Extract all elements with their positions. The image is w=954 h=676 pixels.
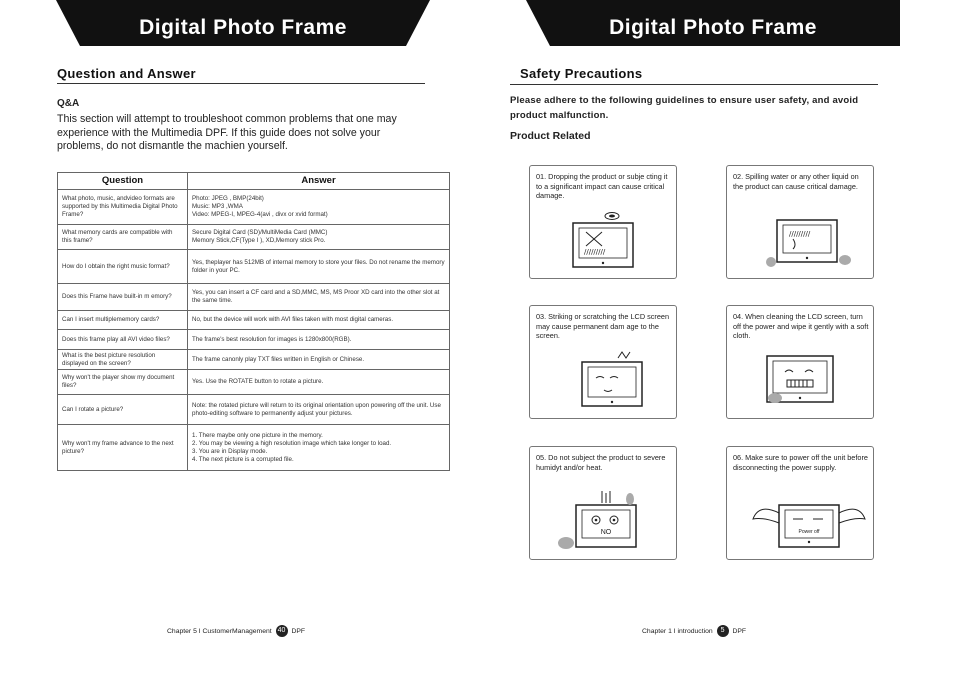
answer-cell bbox=[188, 425, 450, 471]
left-header-title: Digital Photo Frame bbox=[139, 16, 347, 39]
right-header-banner bbox=[526, 0, 900, 46]
svg-text://///////: ///////// bbox=[584, 248, 606, 256]
footer-chapter: Chapter 1 I introduction bbox=[642, 627, 713, 635]
precaution-card bbox=[529, 446, 677, 560]
power-off-label: Power off bbox=[798, 529, 820, 535]
left-header-banner bbox=[56, 0, 430, 46]
answer-line: Photo: JPEG , BMP(24bit) bbox=[192, 195, 264, 202]
precaution-text: 05. Do not subject the product to severe humidyt and/or heat. bbox=[536, 453, 666, 472]
left-section-title: Question and Answer bbox=[57, 66, 196, 81]
scratched-screen-illustration bbox=[530, 306, 676, 418]
footer-suffix: DPF bbox=[732, 627, 747, 635]
precaution-card bbox=[726, 305, 874, 419]
answer-line: 1. There maybe only one picture in the memory. bbox=[192, 431, 323, 439]
precaution-text: 01. Dropping the product or subje cting it to a significant impact can cause critical damage. bbox=[536, 172, 668, 200]
footer-chapter: Chapter 5 I CustomerManagement bbox=[167, 627, 272, 635]
table-row bbox=[58, 190, 450, 225]
precaution-card bbox=[726, 446, 874, 560]
dropped-frame-illustration bbox=[530, 166, 676, 278]
table-row bbox=[58, 350, 450, 370]
left-footer bbox=[167, 625, 305, 637]
question-cell: What photo, music, andvideo formats are supported by this Multimedia Digital Photo Frame? bbox=[58, 190, 188, 225]
no-label: NO bbox=[600, 529, 612, 536]
answer-line: Video: MPEG-I, MPEG-4(avi , divx or xvid format) bbox=[192, 211, 328, 218]
answer-cell: Yes, you can insert a CF card and a SD,MMC, MS, MS Proor XD card into the other slot at the same time. bbox=[188, 284, 450, 311]
question-cell: Why won't the player show my document files? bbox=[58, 370, 188, 395]
answer-cell bbox=[188, 225, 450, 250]
answer-line: 4. The next picture is a corrupted file. bbox=[192, 455, 294, 463]
answer-line: Secure Digital Card (SD)/MultiMedia Card (MMC) bbox=[192, 229, 328, 236]
precaution-text: 02. Spilling water or any other liquid on the product can cause critical damage. bbox=[733, 172, 859, 191]
answer-line: 3. You are in Display mode. bbox=[192, 447, 268, 455]
question-cell: Can I insert multiplememory cards? bbox=[58, 311, 188, 330]
right-title-rule bbox=[510, 84, 878, 85]
question-cell: Can I rotate a picture? bbox=[58, 395, 188, 425]
cleaning-screen-illustration bbox=[727, 306, 873, 418]
precaution-card bbox=[529, 165, 677, 279]
table-row bbox=[58, 370, 450, 395]
table-row bbox=[58, 330, 450, 350]
page-number: 40 bbox=[276, 625, 288, 637]
right-footer bbox=[642, 625, 746, 637]
humidity-heat-illustration bbox=[530, 447, 676, 559]
power-off-illustration bbox=[727, 447, 873, 559]
table-row bbox=[58, 225, 450, 250]
answer-cell: Yes, theplayer has 512MB of internal memory to store your files. Do not rename the memory folder in your PC. bbox=[188, 250, 450, 284]
answer-line: Music: MP3 ,WMA bbox=[192, 203, 243, 210]
answer-cell: The frame canonly play TXT files written in English or Chinese. bbox=[188, 350, 450, 370]
precaution-text: 03. Striking or scratching the LCD screen may cause permanent dam age to the screen. bbox=[536, 312, 670, 340]
answer-cell: Note: the rotated picture will return to its original orientation upon powering off the unit. Use photo-editing software to permanently adjust your pictures. bbox=[188, 395, 450, 425]
precaution-text: 04. When cleaning the LCD screen, turn off the power and wipe it gently with a soft cloth. bbox=[733, 312, 869, 340]
answer-cell: Yes. Use the ROTATE button to rotate a picture. bbox=[188, 370, 450, 395]
question-cell: Why won't my frame advance to the next picture? bbox=[58, 425, 188, 471]
answer-cell: No, but the device will work with AVI files taken with most digital cameras. bbox=[188, 311, 450, 330]
question-cell: What is the best picture resolution displayed on the screen? bbox=[58, 350, 188, 370]
left-title-rule bbox=[57, 83, 425, 84]
table-row bbox=[58, 425, 450, 471]
spilled-liquid-illustration bbox=[727, 166, 873, 278]
right-section-title: Safety Precautions bbox=[520, 66, 643, 81]
right-header-title: Digital Photo Frame bbox=[609, 16, 817, 39]
table-row bbox=[58, 284, 450, 311]
qa-table-header bbox=[58, 173, 450, 190]
question-cell: What memory cards are compatible with this frame? bbox=[58, 225, 188, 250]
page-number: 5 bbox=[717, 625, 729, 637]
table-row bbox=[58, 395, 450, 425]
qa-label: Q&A bbox=[57, 98, 80, 109]
intro-text: This section will attempt to troubleshoot common problems that one may experience with the Multimedia DPF. If this guide does not solve your problems, do not dismantle the machien yourself. bbox=[57, 113, 397, 152]
svg-text://///////: ///////// bbox=[789, 230, 811, 238]
table-row bbox=[58, 250, 450, 284]
table-row bbox=[58, 311, 450, 330]
question-cell: How do I obtain the right music format? bbox=[58, 250, 188, 284]
question-header: Question bbox=[58, 173, 188, 190]
precaution-text: 06. Make sure to power off the unit before disconnecting the power supply. bbox=[733, 453, 868, 472]
question-cell: Does this frame play all AVI video files? bbox=[58, 330, 188, 350]
precaution-card bbox=[726, 165, 874, 279]
safety-notice: Please adhere to the following guidelines to ensure user safety, and avoid product malfunction. bbox=[510, 95, 859, 121]
answer-line: Memory Stick,CF(Type I ), XD,Memory stick Pro. bbox=[192, 237, 326, 244]
footer-suffix: DPF bbox=[291, 627, 306, 635]
answer-line: 2. You may be viewing a high resolution image which take longer to load. bbox=[192, 439, 392, 447]
question-cell: Does this Frame have built-in m emory? bbox=[58, 284, 188, 311]
precaution-card bbox=[529, 305, 677, 419]
answer-cell: The frame's best resolution for images is 1280x800(RGB). bbox=[188, 330, 450, 350]
qa-table bbox=[57, 172, 450, 471]
answer-header: Answer bbox=[188, 173, 450, 190]
product-related-heading: Product Related bbox=[510, 130, 591, 142]
answer-cell bbox=[188, 190, 450, 225]
